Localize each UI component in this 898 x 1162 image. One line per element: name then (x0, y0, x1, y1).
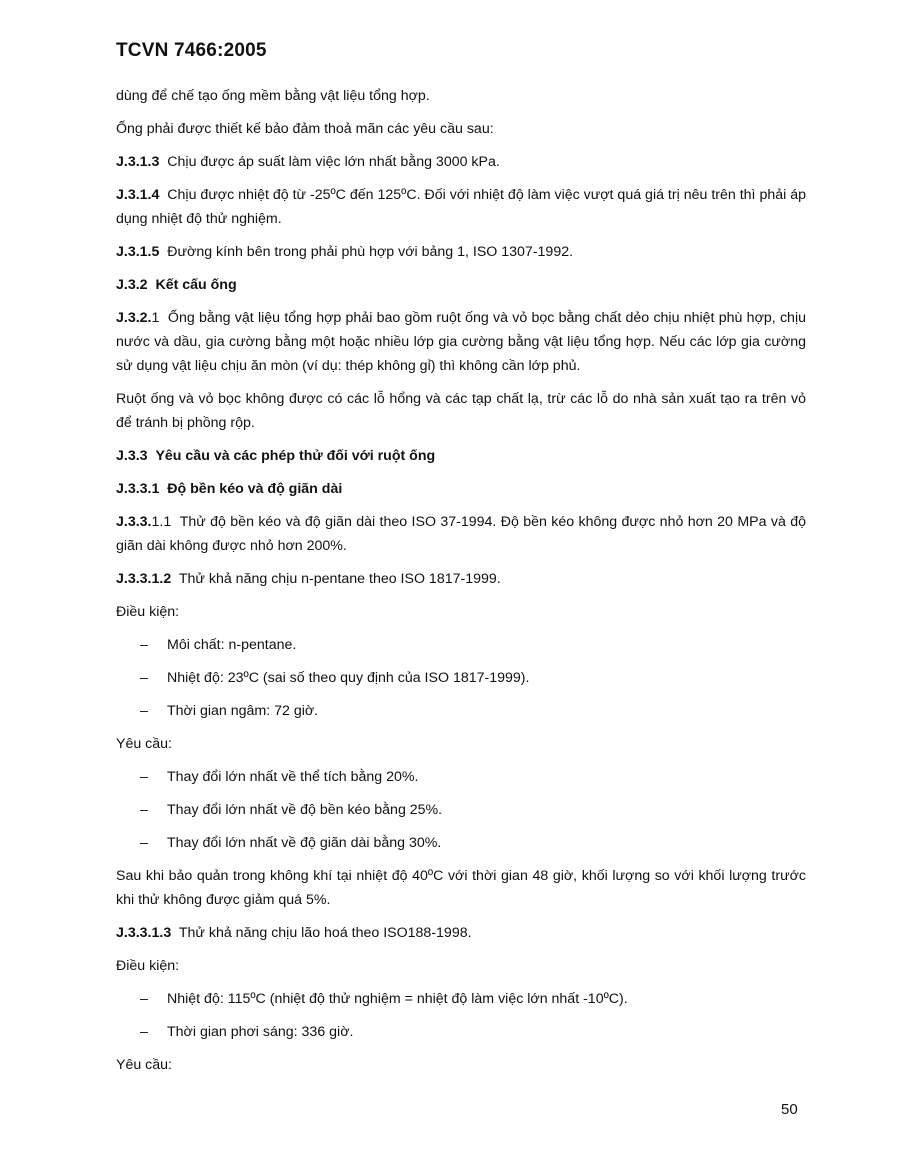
paragraph-text: Ruột ống và vỏ bọc không được có các lỗ hổng và các tạp chất lạ, trừ các lỗ do nhà sản xuất tạo ra trên vỏ để tránh bị phồng rộp. (116, 391, 806, 431)
paragraph-text: Sau khi bảo quản trong không khí tại nhiệt độ 40ºC với thời gian 48 giờ, khối lượng so với khối lượng trước khi thử không được giảm quá 5%. (116, 868, 806, 908)
paragraph (116, 954, 806, 978)
list-item-text: Nhiệt độ: 23ºC (sai số theo quy định của ISO 1817-1999). (167, 670, 530, 686)
list-item-text: Thay đổi lớn nhất về độ giãn dài bằng 30%. (167, 835, 442, 851)
dash-bullet: – (140, 703, 148, 719)
paragraph-text: Điều kiện: (116, 958, 180, 974)
paragraph (116, 864, 806, 912)
list-item-text: Môi chất: n-pentane. (167, 637, 297, 653)
paragraph-text: Yêu cầu: (116, 736, 173, 752)
paragraph-text: Chịu được nhiệt độ từ -25ºC đến 125ºC. Đối với nhiệt độ làm việc vượt quá giá trị nêu trên thì phải áp dụng nhiệt độ thử nghiệm. (116, 187, 806, 227)
list-item-text: Thời gian phơi sáng: 336 giờ. (167, 1024, 354, 1040)
clause-number: J.3.3. (116, 514, 152, 530)
paragraph-text: Ống phải được thiết kế bảo đảm thoả mãn các yêu cầu sau: (116, 121, 494, 137)
paragraph (116, 306, 806, 378)
clause-number: J.3.3 (116, 448, 148, 464)
paragraph-text: dùng để chế tạo ống mềm bằng vật liệu tổng hợp. (116, 88, 430, 104)
section-heading (116, 477, 806, 501)
section-heading (116, 444, 806, 468)
page-number: 50 (781, 1101, 798, 1118)
paragraph (116, 1053, 806, 1077)
clause-number: J.3.1.4 (116, 187, 160, 203)
paragraph-text: Thử khả năng chịu n-pentane theo ISO 1817-1999. (178, 571, 501, 587)
clause-number: J.3.3.1.3 (116, 925, 172, 941)
dash-list (116, 765, 806, 855)
paragraph (116, 921, 806, 945)
paragraph-text: Đường kính bên trong phải phù hợp với bảng 1, ISO 1307-1992. (167, 244, 574, 260)
section-heading-text: Kết cấu ống (155, 277, 237, 293)
paragraph-text: Thử độ bền kéo và độ giãn dài theo ISO 37-1994. Độ bền kéo không được nhỏ hơn 20 MPa và độ giãn dài không được nhỏ hơn 200%. (116, 514, 806, 554)
clause-number-tail: 1.1 (151, 514, 172, 530)
list-item-text: Thay đổi lớn nhất về thể tích bằng 20%. (167, 769, 419, 785)
paragraph-text: Ống bằng vật liệu tổng hợp phải bao gồm ruột ống và vỏ bọc bằng chất dẻo chịu nhiệt phù hợp, chịu nước và dầu, gia cường bằng một hoặc nhiều lớp gia cường bằng vật liệu tổng hợp. Nếu các lớp gia cường sử dụng vật liệu chịu ăn mòn (ví dụ: thép không gỉ) thì không cần lớp phủ. (116, 310, 806, 374)
dash-bullet: – (140, 1024, 148, 1040)
section-heading (116, 273, 806, 297)
section-heading-text: Yêu cầu và các phép thử đối với ruột ống (155, 448, 436, 464)
clause-number: J.3.3.1.2 (116, 571, 172, 587)
clause-number: J.3.2. (116, 310, 152, 326)
paragraph (116, 183, 806, 231)
dash-bullet: – (140, 835, 148, 851)
list-item (116, 987, 806, 1011)
list-item (116, 699, 806, 723)
paragraph-text: Chịu được áp suất làm việc lớn nhất bằng 3000 kPa. (167, 154, 500, 170)
list-item-text: Nhiệt độ: 115ºC (nhiệt độ thử nghiệm = nhiệt độ làm việc lớn nhất -10ºC). (167, 991, 628, 1007)
paragraph (116, 84, 806, 108)
paragraph (116, 117, 806, 141)
paragraph (116, 600, 806, 624)
dash-bullet: – (140, 991, 148, 1007)
dash-bullet: – (140, 769, 148, 785)
clause-number: J.3.3.1 (116, 481, 160, 497)
clause-number: J.3.1.5 (116, 244, 160, 260)
list-item (116, 666, 806, 690)
clause-number-tail: 1 (151, 310, 160, 326)
clause-number: J.3.1.3 (116, 154, 160, 170)
paragraph (116, 567, 806, 591)
dash-list (116, 633, 806, 723)
dash-bullet: – (140, 637, 148, 653)
dash-bullet: – (140, 670, 148, 686)
dash-list (116, 987, 806, 1044)
list-item (116, 831, 806, 855)
paragraph-text: Thử khả năng chịu lão hoá theo ISO188-1998. (178, 925, 472, 941)
document-header-title: TCVN 7466:2005 (116, 40, 267, 61)
list-item (116, 633, 806, 657)
section-heading-text: Độ bền kéo và độ giãn dài (167, 481, 343, 497)
list-item-text: Thời gian ngâm: 72 giờ. (167, 703, 319, 719)
document-body (116, 84, 806, 1086)
clause-number: J.3.2 (116, 277, 148, 293)
paragraph (116, 387, 806, 435)
paragraph (116, 240, 806, 264)
list-item-text: Thay đổi lớn nhất về độ bền kéo bằng 25%. (167, 802, 443, 818)
paragraph-text: Yêu cầu: (116, 1057, 173, 1073)
paragraph (116, 732, 806, 756)
dash-bullet: – (140, 802, 148, 818)
paragraph (116, 510, 806, 558)
list-item (116, 1020, 806, 1044)
list-item (116, 765, 806, 789)
paragraph (116, 150, 806, 174)
list-item (116, 798, 806, 822)
paragraph-text: Điều kiện: (116, 604, 180, 620)
